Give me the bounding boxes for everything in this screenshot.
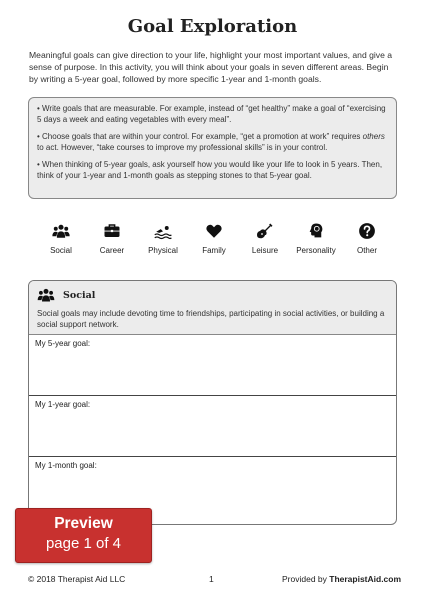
page-title: Goal Exploration	[127, 16, 298, 37]
category-label: Personality	[296, 246, 336, 255]
intro-paragraph: Meaningful goals can give direction to your life, highlight your most important values, and give a sense of purpose. In this activity, you will think about your goals in seven different areas. Begin by writing a 5-year goal, followed by more specific 1-year and 1-month goals.	[29, 50, 393, 84]
footer-provided-label: Provided by	[282, 574, 330, 584]
footer-copyright: © 2018 Therapist Aid LLC	[28, 574, 126, 584]
briefcase-icon	[103, 222, 121, 240]
card-description: Social goals may include devoting time to friendships, participating in social activities, or building a social support network.	[37, 309, 385, 329]
category-icons-row	[36, 222, 392, 258]
category-physical	[138, 222, 188, 258]
heart-icon	[205, 222, 223, 240]
question-icon	[358, 222, 376, 240]
goal-1-year-label: My 1-year goal:	[35, 400, 91, 409]
category-other	[342, 222, 392, 258]
people-icon	[52, 222, 70, 240]
category-family	[189, 222, 239, 258]
people-icon	[37, 287, 55, 303]
category-leisure	[240, 222, 290, 258]
card-header	[29, 281, 396, 335]
goal-1-year-field[interactable]	[29, 396, 396, 457]
footer-provided-by	[282, 574, 401, 584]
category-label: Family	[202, 246, 226, 255]
category-label: Career	[99, 246, 125, 255]
goal-5-year-field[interactable]	[29, 335, 396, 396]
tip-control-text-b: to act. However, “take courses to improve my professional skills” is in your control.	[37, 143, 328, 152]
goal-1-month-label: My 1-month goal:	[35, 461, 97, 470]
card-header-row	[37, 287, 388, 303]
goal-5-year-label: My 5-year goal:	[35, 339, 91, 348]
tip-control-text-a: • Choose goals that are within your control. For example, “get a promotion at work” requires	[37, 132, 363, 141]
swimmer-icon	[154, 222, 172, 240]
preview-title: Preview	[54, 515, 113, 532]
preview-page-count: page 1 of 4	[45, 535, 122, 552]
category-label: Leisure	[251, 246, 279, 255]
tip-control	[37, 131, 388, 153]
preview-badge	[15, 508, 152, 563]
tip-measurable: • Write goals that are measurable. For example, instead of “get healthy” make a goal of “exercising 5 days a week and eating vegetables with every meal”.	[37, 104, 386, 124]
head-icon	[307, 222, 325, 240]
category-social	[36, 222, 86, 258]
tips-box	[28, 97, 397, 199]
guitar-icon	[256, 222, 274, 240]
category-label: Other	[356, 246, 377, 255]
card-title: Social	[63, 289, 96, 301]
tip-control-emphasis: others	[362, 132, 385, 141]
category-label: Physical	[148, 246, 178, 255]
footer-brand: TherapistAid.com	[329, 574, 402, 584]
category-career	[87, 222, 137, 258]
category-label: Social	[50, 246, 72, 255]
tip-five-year: • When thinking of 5-year goals, ask yourself how you would like your life to look in 5 years. Then, think of your 1-year and 1-month goals as stepping stones to that 5-year goal.	[37, 160, 383, 180]
category-personality	[291, 222, 341, 258]
footer-page-number: 1	[209, 574, 214, 584]
social-goals-card	[28, 280, 397, 525]
